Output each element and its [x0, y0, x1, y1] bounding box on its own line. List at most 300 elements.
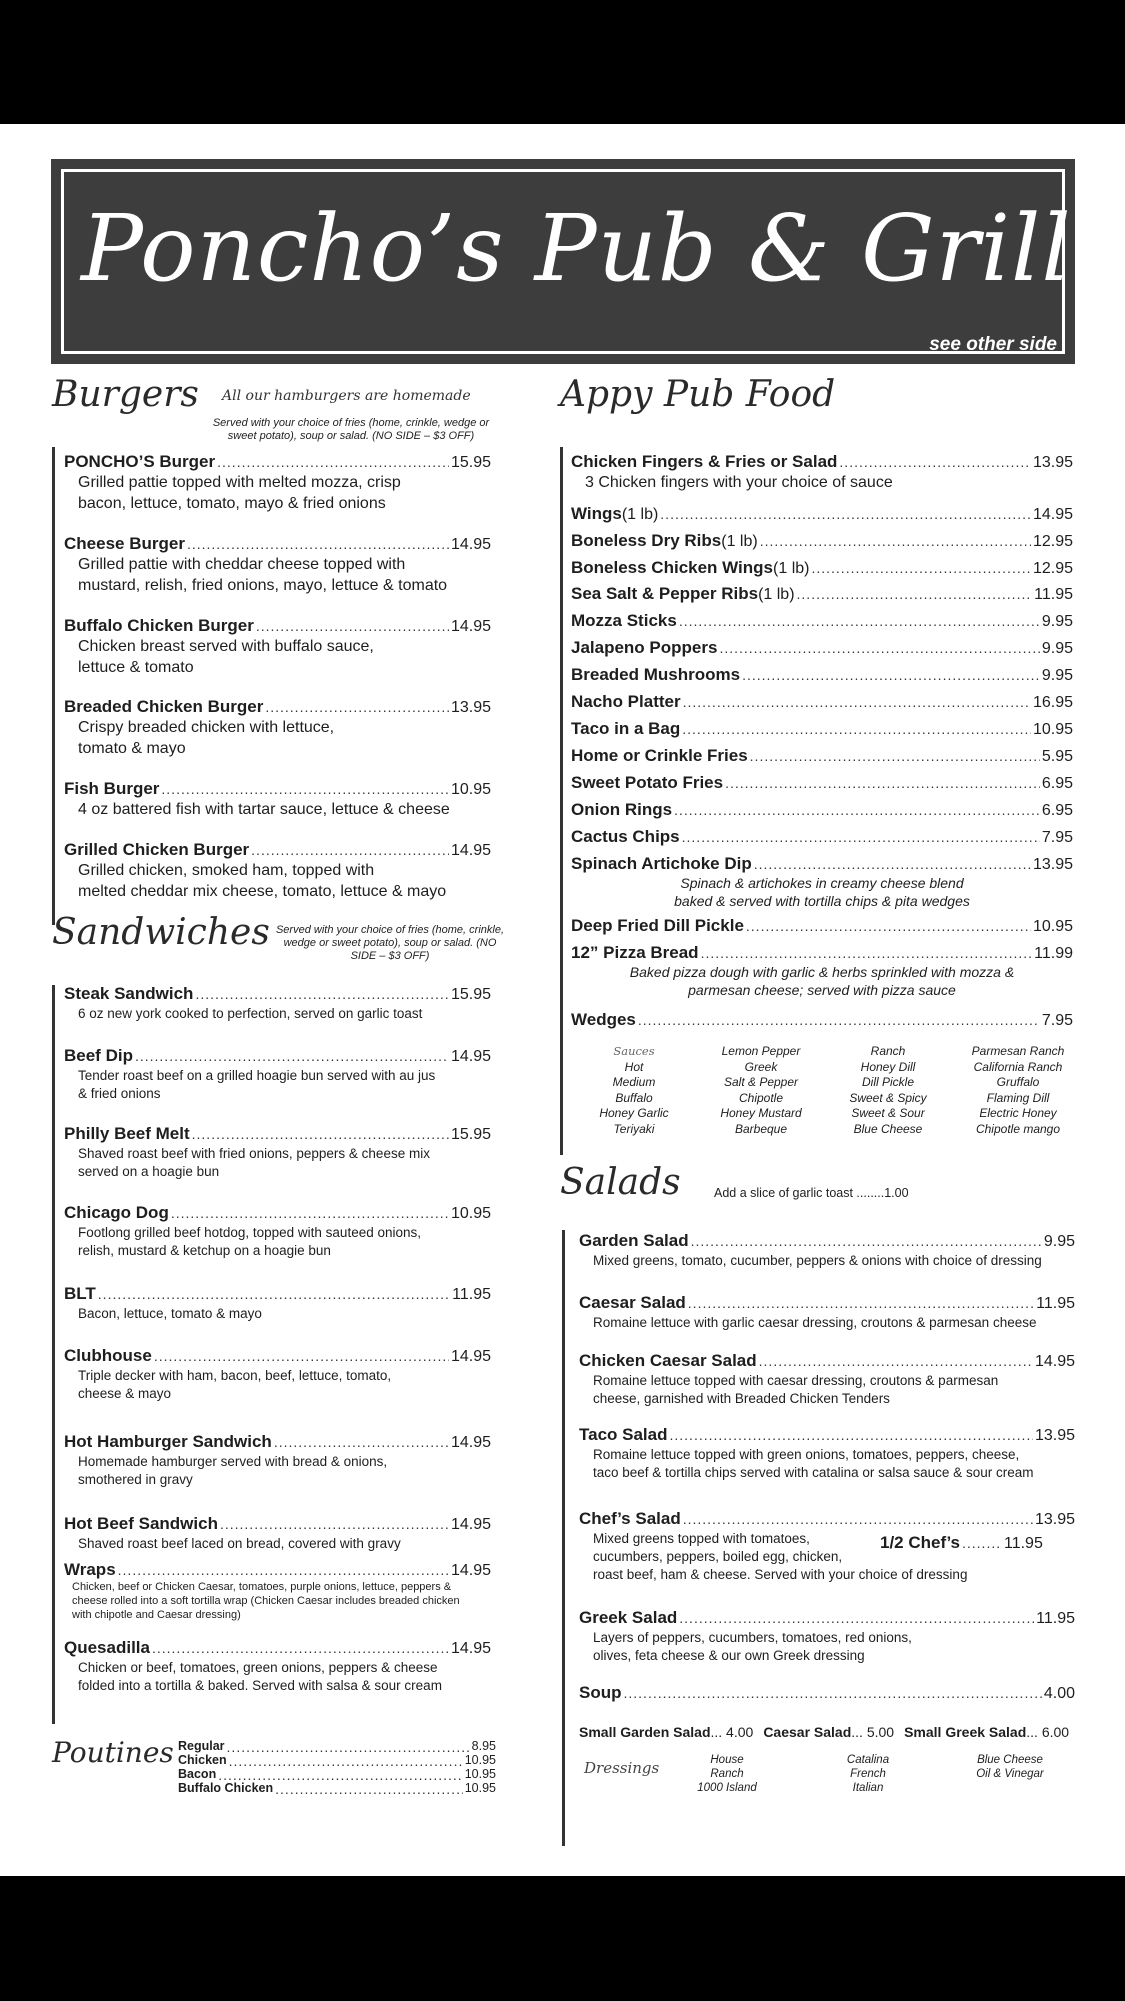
leader-dots: [759, 1353, 1033, 1369]
item-qualifier: (1 lb): [758, 586, 795, 603]
burgers-heading: Burgers: [52, 374, 199, 415]
item-name: Hot Beef Sandwich: [64, 1514, 218, 1533]
leader-dots: [682, 829, 1040, 845]
item-price: 15.95: [450, 1126, 491, 1143]
sauce-option: Electric Honey: [979, 1106, 1057, 1120]
item-price: 12.95: [1032, 560, 1073, 577]
leader-dots: [265, 699, 449, 715]
item-row: [571, 719, 1073, 739]
item-row: [571, 916, 1073, 936]
leader-dots: [674, 802, 1040, 818]
item-price: 15.95: [450, 454, 491, 471]
sauce-option: Parmesan Ranch: [971, 1044, 1065, 1058]
item-description: 3 Chicken fingers with your choice of sauce: [585, 474, 893, 491]
dressings-label: Dressings: [584, 1759, 660, 1777]
item-description: bacon, lettuce, tomato, mayo & fried onions: [78, 495, 386, 512]
item-name: Taco Salad: [579, 1425, 668, 1444]
dressing-option: Italian: [852, 1782, 884, 1794]
leader-dots: [251, 842, 449, 858]
leader-dots: [679, 613, 1040, 629]
item-description: cheese, garnished with Breaded Chicken Tenders: [593, 1391, 890, 1406]
item-description: Mixed greens, tomato, cucumber, peppers & onions with choice of dressing: [593, 1253, 1042, 1268]
menu-item: [571, 452, 1073, 493]
small-salad-price: ... 4.00: [710, 1724, 754, 1740]
item-description: Tender roast beef on a grilled hoagie bun served with au jus: [78, 1068, 436, 1083]
item-price: 14.95: [450, 618, 491, 635]
leader-dots: [754, 856, 1031, 872]
item-price: 14.95: [1034, 1353, 1075, 1370]
menu-item: [64, 534, 491, 596]
menu-item: [571, 638, 1073, 658]
item-description: lettuce & tomato: [78, 659, 194, 676]
item-name: Onion Rings: [571, 800, 673, 819]
small-salad: [763, 1724, 894, 1740]
leader-dots: [797, 586, 1033, 602]
item-price: 10.95: [1032, 918, 1073, 935]
item-row: [64, 1432, 491, 1452]
dressings-col-1: [677, 1753, 777, 1795]
leader-dots: [274, 1434, 449, 1450]
item-row: [579, 1683, 1075, 1703]
item-qualifier: (1 lb): [721, 533, 758, 550]
sauce-option: Barbeque: [734, 1121, 788, 1136]
sauce-option: Teriyaki: [613, 1121, 655, 1136]
item-price: 6.95: [1041, 775, 1073, 792]
item-price: 9.95: [1041, 640, 1073, 657]
item-row: [571, 558, 1073, 578]
item-price: 9.95: [1041, 667, 1073, 684]
sauces-col-1: [569, 1044, 699, 1137]
leader-dots: [98, 1286, 450, 1302]
menu-item: [571, 692, 1073, 712]
item-qualifier: (1 lb): [773, 560, 810, 577]
menu-item: [64, 616, 491, 678]
item-price: 11.95: [452, 1286, 491, 1303]
item-description: olives, feta cheese & our own Greek dressing: [593, 1648, 865, 1663]
sauce-option: Buffalo: [615, 1090, 653, 1105]
sauce-option: Gruffalo: [996, 1075, 1040, 1089]
small-salad: [579, 1724, 753, 1740]
item-name: Spinach Artichoke Dip: [571, 854, 752, 873]
appy-bar: [560, 447, 563, 1155]
item-description: melted cheddar mix cheese, tomato, lettuce & mayo: [78, 883, 447, 900]
item-name: Cactus Chips: [571, 827, 680, 846]
item-description: cheese rolled into a soft tortilla wrap (Chicken Caesar includes breaded chicken: [72, 1595, 460, 1607]
item-description: Spinach & artichokes in creamy cheese blend: [680, 875, 964, 891]
sandwiches-note: Served with your choice of fries (home, crinkle, wedge or sweet potato), soup or salad. (NO SIDE – $3 OFF): [275, 924, 505, 962]
menu-item: [579, 1351, 1075, 1407]
menu-item: [64, 1638, 491, 1694]
leader-dots: [683, 1511, 1033, 1527]
leader-dots: [171, 1205, 449, 1221]
item-name: Jalapeno Poppers: [571, 638, 718, 657]
item-row: [571, 692, 1073, 712]
leader-dots: [746, 918, 1031, 934]
item-name: Chicken Fingers & Fries or Salad: [571, 452, 838, 471]
item-row: [64, 1638, 491, 1658]
leader-dots: [839, 454, 1031, 470]
leader-dots: [701, 945, 1033, 961]
item-description: parmesan cheese; served with pizza sauce: [688, 982, 956, 998]
item-description: cucumbers, peppers, boiled egg, chicken,: [593, 1549, 843, 1564]
sauce-option: Lemon Pepper: [721, 1044, 801, 1058]
item-row: [64, 1203, 491, 1223]
item-price: 4.00: [1043, 1685, 1075, 1702]
sauce-option: Chipotle: [738, 1090, 784, 1105]
item-row: [579, 1231, 1075, 1251]
item-name: Soup: [579, 1683, 622, 1702]
item-name: Nacho Platter: [571, 692, 681, 711]
sauce-option: California Ranch: [973, 1059, 1063, 1074]
leader-dots: [691, 1233, 1042, 1249]
sauces-col-3: [823, 1044, 953, 1137]
restaurant-title: Poncho’s Pub & Grill: [81, 195, 1072, 302]
garlic-toast-note: Add a slice of garlic toast ........1.00: [714, 1186, 909, 1200]
sauces-col-4: [953, 1044, 1083, 1137]
item-description: mustard, relish, fried onions, mayo, lettuce & tomato: [78, 577, 448, 594]
item-row: [64, 616, 491, 636]
item-row: [571, 1010, 1073, 1030]
item-price: 11.95: [1034, 586, 1073, 603]
small-salad: [904, 1724, 1069, 1740]
menu-item: [64, 840, 491, 902]
item-description: cheese & mayo: [78, 1386, 172, 1401]
sauce-option: Ranch: [870, 1044, 906, 1058]
item-name: Greek Salad: [579, 1608, 678, 1627]
item-name: Breaded Mushrooms: [571, 665, 741, 684]
item-description: Shaved roast beef with fried onions, peppers & cheese mix: [78, 1146, 430, 1161]
leader-dots: [660, 506, 1031, 522]
menu-item: [64, 1046, 491, 1102]
menu-item: [571, 800, 1073, 820]
item-name: Cheese Burger: [64, 534, 185, 553]
menu-item: [571, 665, 1073, 685]
item-description: Mixed greens topped with tomatoes,: [593, 1531, 810, 1546]
item-description: smothered in gravy: [78, 1472, 193, 1487]
sauces-label: Sauces: [613, 1044, 655, 1058]
item-price: 11.95: [1036, 1610, 1075, 1627]
item-row: [571, 452, 1073, 472]
item-row: [571, 584, 1073, 604]
menu-item: [64, 1124, 491, 1180]
item-name: Boneless Dry Ribs: [571, 531, 722, 550]
leader-dots: [679, 1610, 1034, 1626]
burgers-tagline: All our hamburgers are homemade: [222, 388, 471, 404]
poutine-name: Chicken: [178, 1753, 227, 1767]
sauce-option: Flaming Dill: [986, 1090, 1050, 1105]
item-description: roast beef, ham & cheese. Served with your choice of dressing: [593, 1567, 968, 1582]
item-price: 10.95: [1032, 721, 1073, 738]
item-row: [571, 800, 1073, 820]
item-name: Boneless Chicken Wings: [571, 558, 774, 577]
item-description: Chicken breast served with buffalo sauce,: [78, 638, 374, 655]
item-price: 6.95: [1041, 802, 1073, 819]
small-salad-name: Caesar Salad: [763, 1724, 852, 1740]
item-price: 14.95: [450, 1348, 491, 1365]
menu-item: [579, 1293, 1075, 1331]
item-description: Shaved roast beef laced on bread, covered with gravy: [78, 1536, 401, 1551]
item-price: 13.95: [450, 699, 491, 716]
item-row: [571, 665, 1073, 685]
menu-item: [64, 779, 491, 820]
small-salads-row: [579, 1724, 1079, 1740]
item-description: Baked pizza dough with garlic & herbs sprinkled with mozza &: [629, 964, 1015, 980]
item-price: 14.95: [450, 1640, 491, 1657]
poutine-price: 8.95: [471, 1739, 496, 1753]
item-name: Wings: [571, 504, 622, 523]
item-price: 14.95: [450, 1516, 491, 1533]
item-description: relish, mustard & ketchup on a hoagie bun: [78, 1243, 331, 1258]
item-row: [64, 452, 491, 472]
item-price: 13.95: [1032, 856, 1073, 873]
poutines-heading: Poutines: [52, 1736, 174, 1769]
item-name: Breaded Chicken Burger: [64, 697, 264, 716]
item-name: Steak Sandwich: [64, 984, 194, 1003]
leader-dots: [135, 1048, 449, 1064]
sandwiches-heading: Sandwiches: [52, 912, 270, 953]
item-price: 13.95: [1032, 454, 1073, 471]
salads-heading: Salads: [560, 1162, 681, 1203]
item-row: [64, 840, 491, 860]
sauce-option: Honey Dill: [860, 1059, 916, 1074]
item-name: Garden Salad: [579, 1231, 689, 1250]
item-price: 11.99: [1034, 945, 1073, 962]
item-description: with chipotle and Caesar dressing): [72, 1609, 241, 1621]
item-price: 14.95: [450, 842, 491, 859]
item-price: 7.95: [1041, 829, 1073, 846]
menu-item: [571, 504, 1073, 524]
item-row: [64, 1124, 491, 1144]
item-description: Romaine lettuce topped with caesar dressing, croutons & parmesan: [593, 1373, 999, 1388]
item-name: Quesadilla: [64, 1638, 150, 1657]
item-row: [64, 779, 491, 799]
dressing-option: Blue Cheese: [977, 1754, 1043, 1766]
dressing-option: French: [850, 1768, 886, 1780]
menu-item: [579, 1608, 1075, 1664]
item-row: [579, 1608, 1075, 1628]
dressing-option: Ranch: [710, 1768, 744, 1780]
see-other-side: see other side: [929, 334, 1057, 355]
menu-item: [579, 1231, 1075, 1269]
leader-dots: [187, 536, 449, 552]
leader-dots: [682, 721, 1031, 737]
item-row: [64, 1046, 491, 1066]
item-description: Grilled chicken, smoked ham, topped with: [78, 862, 375, 879]
menu-item: [64, 1346, 491, 1402]
item-description: Homemade hamburger served with bread & onions,: [78, 1454, 388, 1469]
item-name: Grilled Chicken Burger: [64, 840, 250, 859]
sauce-option: Greek: [744, 1059, 778, 1074]
sauce-option: Hot: [624, 1059, 644, 1074]
leader-dots: [154, 1348, 449, 1364]
item-name: Chef’s Salad: [579, 1509, 681, 1528]
burgers-note: Served with your choice of fries (home, crinkle, wedge or sweet potato), soup or salad. (NO SIDE – $3 OFF): [212, 417, 490, 442]
item-row: [571, 773, 1073, 793]
item-row: [64, 697, 491, 717]
item-price: 15.95: [450, 986, 491, 1003]
item-price: 16.95: [1032, 694, 1073, 711]
menu-item: [571, 558, 1073, 578]
small-salad-name: Small Garden Salad: [579, 1724, 711, 1740]
leader-dots: [688, 1295, 1034, 1311]
item-description: Romaine lettuce topped with green onions, tomatoes, peppers, cheese,: [593, 1447, 1020, 1462]
sauce-option: Dill Pickle: [861, 1075, 914, 1089]
item-description: 6 oz new york cooked to perfection, served on garlic toast: [78, 1006, 423, 1021]
menu-item: [579, 1683, 1075, 1703]
item-description: Chicken, beef or Chicken Caesar, tomatoes, purple onions, lettuce, peppers &: [72, 1581, 452, 1593]
dressing-option: House: [710, 1754, 744, 1766]
item-row: [64, 984, 491, 1004]
item-description: Crispy breaded chicken with lettuce,: [78, 719, 335, 736]
item-row: [571, 827, 1073, 847]
menu-item: [571, 943, 1073, 999]
dressings-col-2: [818, 1753, 918, 1795]
sauce-option: Medium: [612, 1075, 656, 1089]
item-description: & fried onions: [78, 1086, 161, 1101]
item-price: 14.95: [1032, 506, 1073, 523]
sauce-option: Sweet & Spicy: [849, 1090, 927, 1105]
item-row: [571, 504, 1073, 524]
sauces-col-2: [696, 1044, 826, 1137]
sandwiches-bar: [52, 985, 55, 1724]
item-name: Caesar Salad: [579, 1293, 686, 1312]
item-row: [571, 611, 1073, 631]
sauces-col-1-items: [569, 1060, 699, 1138]
item-row: [64, 1560, 491, 1580]
sauce-option: Chipotle mango: [975, 1121, 1061, 1136]
menu-item: [64, 1284, 491, 1322]
menu-item: [64, 1203, 491, 1259]
item-name: Clubhouse: [64, 1346, 152, 1365]
small-salad-price: ... 6.00: [1026, 1724, 1070, 1740]
menu-item: [571, 827, 1073, 847]
menu-item: [64, 1514, 491, 1552]
item-row: [64, 1284, 491, 1304]
item-price: 14.95: [450, 1048, 491, 1065]
sauce-option: Honey Garlic: [599, 1106, 669, 1120]
sauce-option: Sweet & Sour: [851, 1106, 925, 1120]
menu-item: [64, 1432, 491, 1488]
item-name: Chicago Dog: [64, 1203, 169, 1222]
item-description: baked & served with tortilla chips & pita wedges: [674, 893, 970, 909]
menu-page: [0, 124, 1125, 1876]
item-price: 10.95: [450, 1205, 491, 1222]
leader-dots: [811, 560, 1030, 576]
item-row: [579, 1293, 1075, 1313]
leader-dots: [118, 1562, 449, 1578]
item-name: Mozza Sticks: [571, 611, 677, 630]
item-description: Romaine lettuce with garlic caesar dressing, croutons & parmesan cheese: [593, 1315, 1037, 1330]
poutine-item: [178, 1781, 496, 1797]
menu-item: [64, 452, 491, 514]
item-description: 4 oz battered fish with tartar sauce, lettuce & cheese: [78, 801, 450, 818]
item-name: Fish Burger: [64, 779, 160, 798]
leader-dots: [750, 748, 1040, 764]
small-salad-name: Small Greek Salad: [904, 1724, 1027, 1740]
sauce-option: Honey Mustard: [720, 1106, 802, 1120]
menu-item: [571, 746, 1073, 766]
poutine-name: Regular: [178, 1739, 225, 1753]
leader-dots: [683, 694, 1031, 710]
item-name: Hot Hamburger Sandwich: [64, 1432, 272, 1451]
burgers-bar: [52, 447, 55, 925]
menu-item: [571, 916, 1073, 936]
leader-dots: [962, 1535, 1002, 1551]
dressings-col-3: [960, 1753, 1060, 1781]
item-name: Philly Beef Melt: [64, 1124, 190, 1143]
menu-item: [571, 584, 1073, 604]
item-name: Wraps: [64, 1560, 116, 1579]
item-description: served on a hoagie bun: [78, 1164, 220, 1179]
item-name: BLT: [64, 1284, 96, 1303]
menu-item: [571, 531, 1073, 551]
sauce-option: Salt & Pepper: [723, 1075, 799, 1089]
item-row: [571, 854, 1073, 874]
item-price: 10.95: [450, 781, 491, 798]
leader-dots: [670, 1427, 1033, 1443]
small-salad-price: ... 5.00: [851, 1724, 895, 1740]
leader-dots: [719, 640, 1039, 656]
menu-item: [579, 1425, 1075, 1481]
item-row: [64, 1346, 491, 1366]
salads-bar: [562, 1230, 565, 1846]
menu-item: [64, 1560, 491, 1622]
item-name: Beef Dip: [64, 1046, 133, 1065]
header-banner: [51, 159, 1075, 364]
item-name: Wedges: [571, 1010, 636, 1029]
leader-dots: [161, 781, 449, 797]
leader-dots: [725, 775, 1040, 791]
item-description: taco beef & tortilla chips served with catalina or salsa sauce & sour cream: [593, 1465, 1034, 1480]
half-chef-name: 1/2 Chef’s: [880, 1533, 960, 1552]
item-description: Chicken or beef, tomatoes, green onions, peppers & cheese: [78, 1660, 438, 1675]
half-chef-price: 11.95: [1004, 1535, 1043, 1552]
item-description: folded into a tortilla & baked. Served with salsa & sour cream: [78, 1678, 442, 1693]
dressing-option: Catalina: [846, 1754, 890, 1766]
item-row: [64, 1514, 491, 1534]
item-price: 9.95: [1041, 613, 1073, 630]
item-price: 5.95: [1041, 748, 1073, 765]
half-chef-salad: [880, 1533, 1075, 1553]
menu-item: [571, 773, 1073, 793]
menu-item: [64, 984, 491, 1022]
item-price: 7.95: [1041, 1012, 1073, 1029]
menu-item: [571, 1010, 1073, 1030]
leader-dots: [217, 454, 449, 470]
item-description: Grilled pattie topped with melted mozza, crisp: [78, 474, 401, 491]
leader-dots: [256, 618, 449, 634]
item-price: 9.95: [1043, 1233, 1075, 1250]
leader-dots: [152, 1640, 449, 1656]
leader-dots: [195, 986, 449, 1002]
leader-dots: [638, 1012, 1040, 1028]
item-row: [64, 534, 491, 554]
item-price: 13.95: [1034, 1511, 1075, 1528]
item-description: Grilled pattie with cheddar cheese topped with: [78, 556, 406, 573]
poutine-price: 10.95: [464, 1781, 496, 1795]
item-row: [579, 1351, 1075, 1371]
appy-heading: Appy Pub Food: [560, 374, 836, 415]
leader-dots: [624, 1685, 1042, 1701]
leader-dots: [275, 1781, 463, 1797]
poutine-price: 10.95: [464, 1753, 496, 1767]
leader-dots: [760, 533, 1031, 549]
item-name: 12” Pizza Bread: [571, 943, 699, 962]
item-name: Chicken Caesar Salad: [579, 1351, 757, 1370]
item-row: [571, 746, 1073, 766]
item-description: Bacon, lettuce, tomato & mayo: [78, 1306, 262, 1321]
poutine-price: 10.95: [464, 1767, 496, 1781]
